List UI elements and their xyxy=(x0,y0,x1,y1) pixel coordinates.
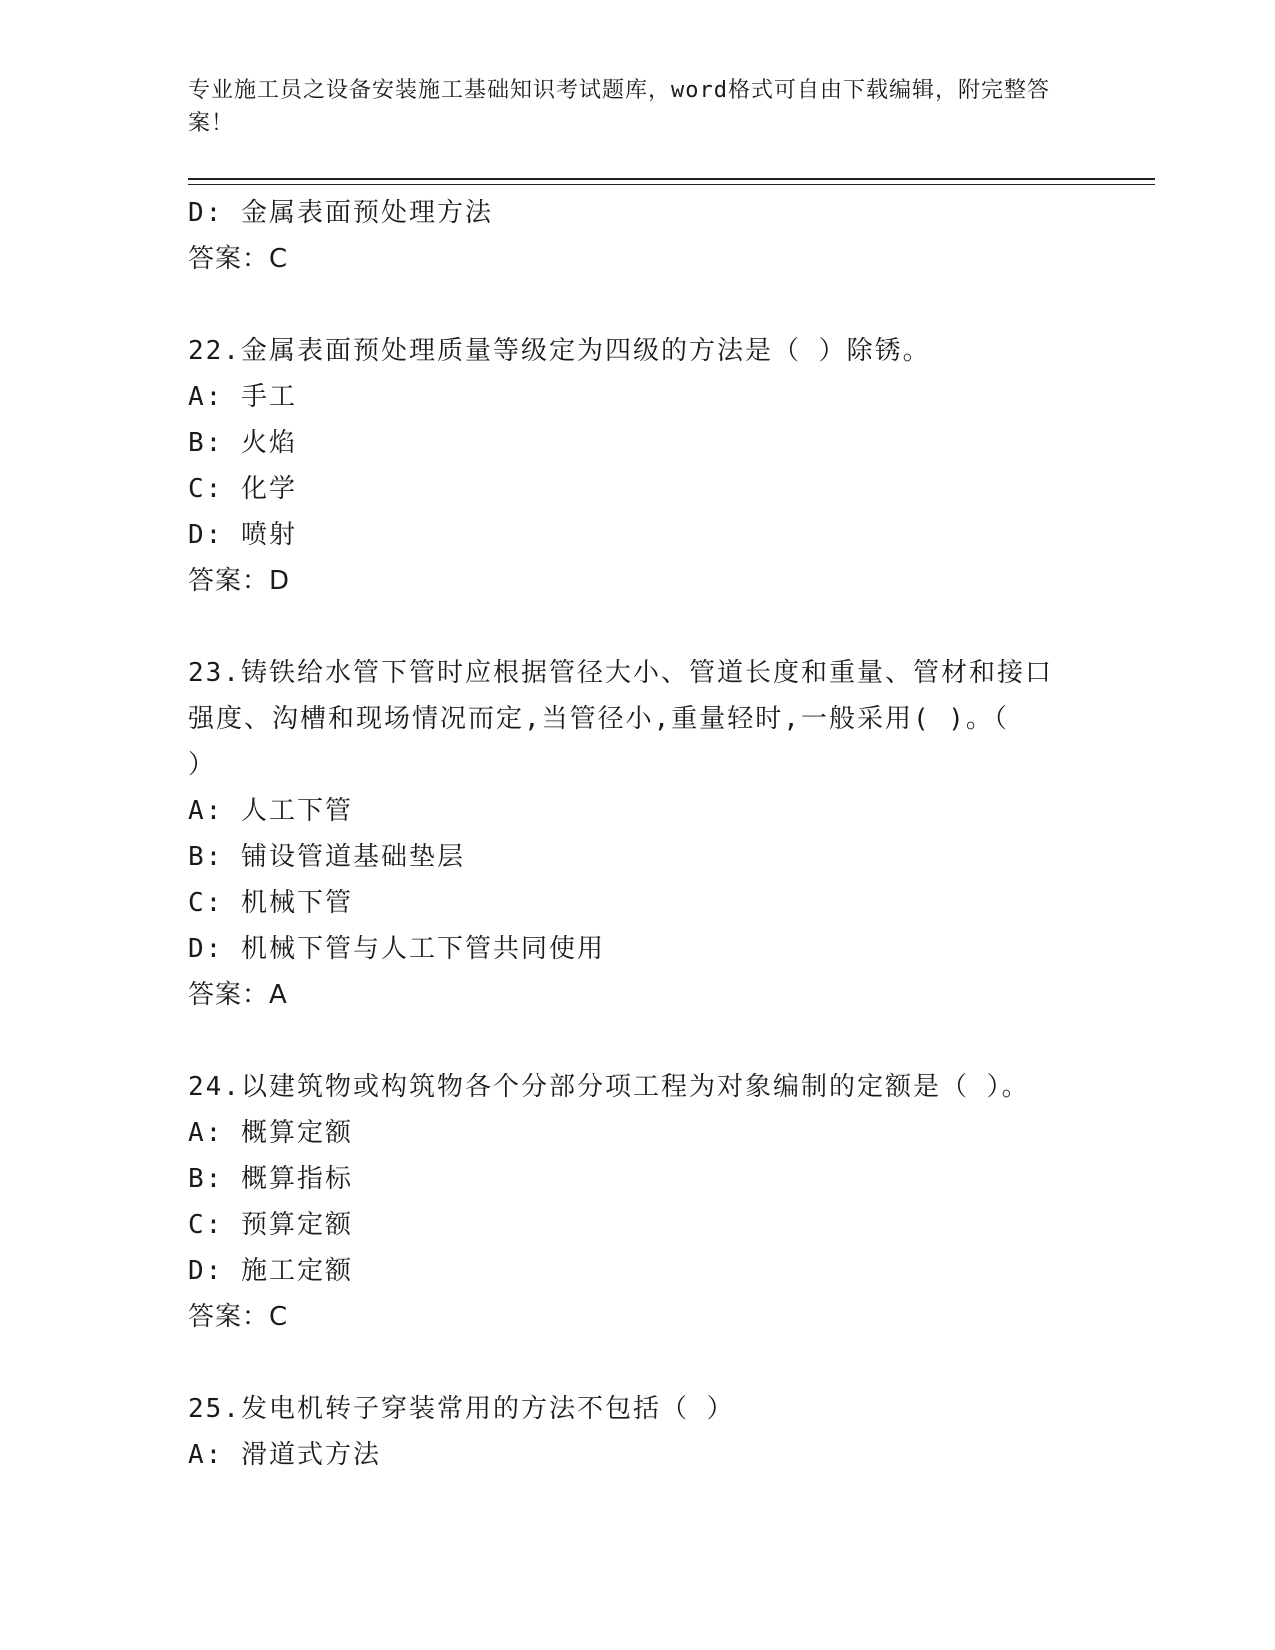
option-line: A: 手工 xyxy=(188,382,297,412)
question-text: 强度、沟槽和现场情况而定,当管径小,重量轻时,一般采用( )。（ xyxy=(188,704,1009,734)
option-line: B: 火焰 xyxy=(188,428,297,458)
option-line: C: 预算定额 xyxy=(188,1210,353,1240)
header-divider-thick xyxy=(188,178,1155,180)
question-text: 22.金属表面预处理质量等级定为四级的方法是（ ）除锈。 xyxy=(188,336,931,366)
question-text: 24.以建筑物或构筑物各个分部分项工程为对象编制的定额是（ ）。 xyxy=(188,1072,1030,1102)
option-line: A: 人工下管 xyxy=(188,796,353,826)
spacer xyxy=(188,1018,1088,1064)
spacer xyxy=(188,604,1088,650)
option-line: A: 滑道式方法 xyxy=(188,1440,381,1470)
spacer xyxy=(188,1340,1088,1386)
option-line: B: 概算指标 xyxy=(188,1164,353,1194)
option-line: C: 机械下管 xyxy=(188,888,353,918)
answer-line: 答案：C xyxy=(188,1302,289,1332)
question-text: 25.发电机转子穿装常用的方法不包括（ ） xyxy=(188,1394,735,1424)
header-divider-thin xyxy=(188,184,1155,185)
option-line: A: 概算定额 xyxy=(188,1118,353,1148)
option-line: D: 机械下管与人工下管共同使用 xyxy=(188,934,605,964)
spacer xyxy=(188,282,1088,328)
question-text: ） xyxy=(188,750,217,780)
option-line: B: 铺设管道基础垫层 xyxy=(188,842,465,872)
option-line: C: 化学 xyxy=(188,474,297,504)
document-header: 专业施工员之设备安装施工基础知识考试题库，word格式可自由下载编辑，附完整答案！ xyxy=(188,78,1050,136)
option-line: D: 喷射 xyxy=(188,520,297,550)
answer-line: 答案：C xyxy=(188,244,289,274)
document-body xyxy=(188,190,1088,1478)
answer-line: 答案：A xyxy=(188,980,288,1010)
answer-line: 答案：D xyxy=(188,566,291,596)
question-text: 23.铸铁给水管下管时应根据管径大小、管道长度和重量、管材和接口 xyxy=(188,658,1053,688)
option-line: D: 金属表面预处理方法 xyxy=(188,198,493,228)
option-line: D: 施工定额 xyxy=(188,1256,353,1286)
